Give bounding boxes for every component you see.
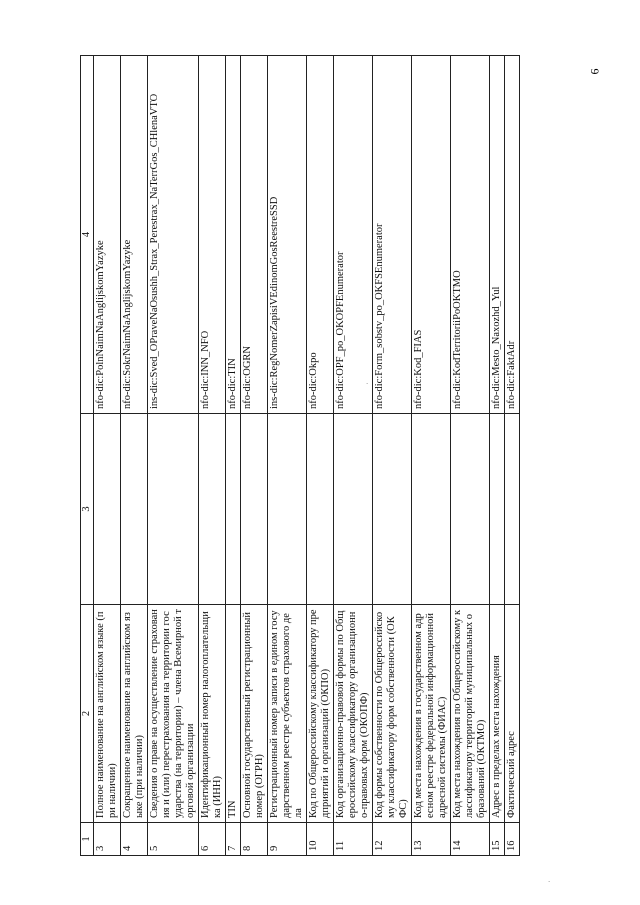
row-name: Идентификационный номер налогоплательщика (ИНН) (199, 605, 226, 823)
row-code: nfo-dic:Mesto_Naxozhd_Yul (490, 56, 505, 414)
row-col3 (451, 414, 490, 605)
row-code: nfo-dic:Kod_FIAS (412, 56, 451, 414)
row-code: nfo-dic:FaktAdr (505, 56, 520, 414)
row-number: 16 (505, 823, 520, 856)
table-row (148, 56, 199, 856)
row-number: 9 (268, 823, 307, 856)
row-name: Код по Общероссийскому классификатору предприятий и организаций (ОКПО) (307, 605, 334, 823)
row-name: Фактический адрес (505, 605, 520, 823)
row-name: Код места нахождения в государственном адресном реестре федеральной информационной адресной системы (ФИАС) (412, 605, 451, 823)
row-code: nfo-dic:TIN (226, 56, 241, 414)
row-name: Сокращенное наименование на английском языке (при наличии) (121, 605, 148, 823)
page-number: 6 (587, 68, 602, 75)
table-row (505, 56, 520, 856)
table-row (373, 56, 412, 856)
row-col3 (373, 414, 412, 605)
table-row (490, 56, 505, 856)
row-number: 8 (241, 823, 268, 856)
row-code: ins-dic:Sved_OPraveNaOsushh_Strax_Perestrax_NaTerrGos_CHlenaVTO (148, 56, 199, 414)
table-row (451, 56, 490, 856)
column-header: 4 (81, 56, 94, 414)
row-col3 (241, 414, 268, 605)
row-number: 15 (490, 823, 505, 856)
row-name: TIN (226, 605, 241, 823)
table-row (307, 56, 334, 856)
row-name: Основной государственный регистрационный номер (ОГРН) (241, 605, 268, 823)
row-name: Код организационно-правовой формы по Общероссийскому классификатору организационно-правовых форм (ОКОПФ) (334, 605, 373, 823)
row-col3 (268, 414, 307, 605)
column-header: 1 (81, 823, 94, 856)
row-code: nfo-dic:SokrNaimNaAnglijskomYazyke (121, 56, 148, 414)
row-number: 6 (199, 823, 226, 856)
table-row (226, 56, 241, 856)
row-number: 14 (451, 823, 490, 856)
row-name: Регистрационный номер записи в едином государственном реестре субъектов страхового дела (268, 605, 307, 823)
row-number: 10 (307, 823, 334, 856)
row-code: nfo-dic:Okpo (307, 56, 334, 414)
table-row (268, 56, 307, 856)
data-table (80, 55, 520, 856)
row-code: nfo-dic:OPF_po_OKOPFEnumerator (334, 56, 373, 414)
row-code: nfo-dic:INN_NFO (199, 56, 226, 414)
row-number: 13 (412, 823, 451, 856)
row-col3 (121, 414, 148, 605)
row-code: nfo-dic:KodTerritoriiPoOKTMO (451, 56, 490, 414)
row-number: 4 (121, 823, 148, 856)
row-number: 5 (148, 823, 199, 856)
row-col3 (94, 414, 121, 605)
row-col3 (412, 414, 451, 605)
row-name: Код формы собственности по Общероссийскому классификатору форм собственности (ОКФС) (373, 605, 412, 823)
row-name: Полное наименование на английском языке (при наличии) (94, 605, 121, 823)
row-code: nfo-dic:PolnNaimNaAnglijskomYazyke (94, 56, 121, 414)
row-number: 12 (373, 823, 412, 856)
row-code: nfo-dic:OGRN (241, 56, 268, 414)
rotated-table-container (80, 56, 578, 856)
column-header: 2 (81, 605, 94, 823)
column-header: 3 (81, 414, 94, 605)
row-number: 7 (226, 823, 241, 856)
row-number: 11 (334, 823, 373, 856)
row-col3 (148, 414, 199, 605)
row-number: 3 (94, 823, 121, 856)
row-col3 (334, 414, 373, 605)
row-code: ins-dic:RegNomerZapisiVEdinomGosReestreSSD (268, 56, 307, 414)
table-header-row (81, 56, 94, 856)
table-row (334, 56, 373, 856)
row-name: Код места нахождения по Общероссийскому классификатору территорий муниципальных образований (ОКТМО) (451, 605, 490, 823)
table-row (241, 56, 268, 856)
row-code: nfo-dic:Form_sobstv_po_OKFSEnumerator (373, 56, 412, 414)
row-col3 (490, 414, 505, 605)
row-col3 (307, 414, 334, 605)
scan-speck: · (366, 380, 369, 388)
row-col3 (226, 414, 241, 605)
row-col3 (505, 414, 520, 605)
table-row (412, 56, 451, 856)
table-row (94, 56, 121, 856)
row-col3 (199, 414, 226, 605)
scan-speck: · (548, 878, 551, 886)
row-name: Адрес в пределах места нахождения (490, 605, 505, 823)
table-row (121, 56, 148, 856)
table-row (199, 56, 226, 856)
row-name: Сведения о праве на осуществление страхования и (или) перестрахования на территории государства (на территории) – члена Всемирной торговой организации (148, 605, 199, 823)
